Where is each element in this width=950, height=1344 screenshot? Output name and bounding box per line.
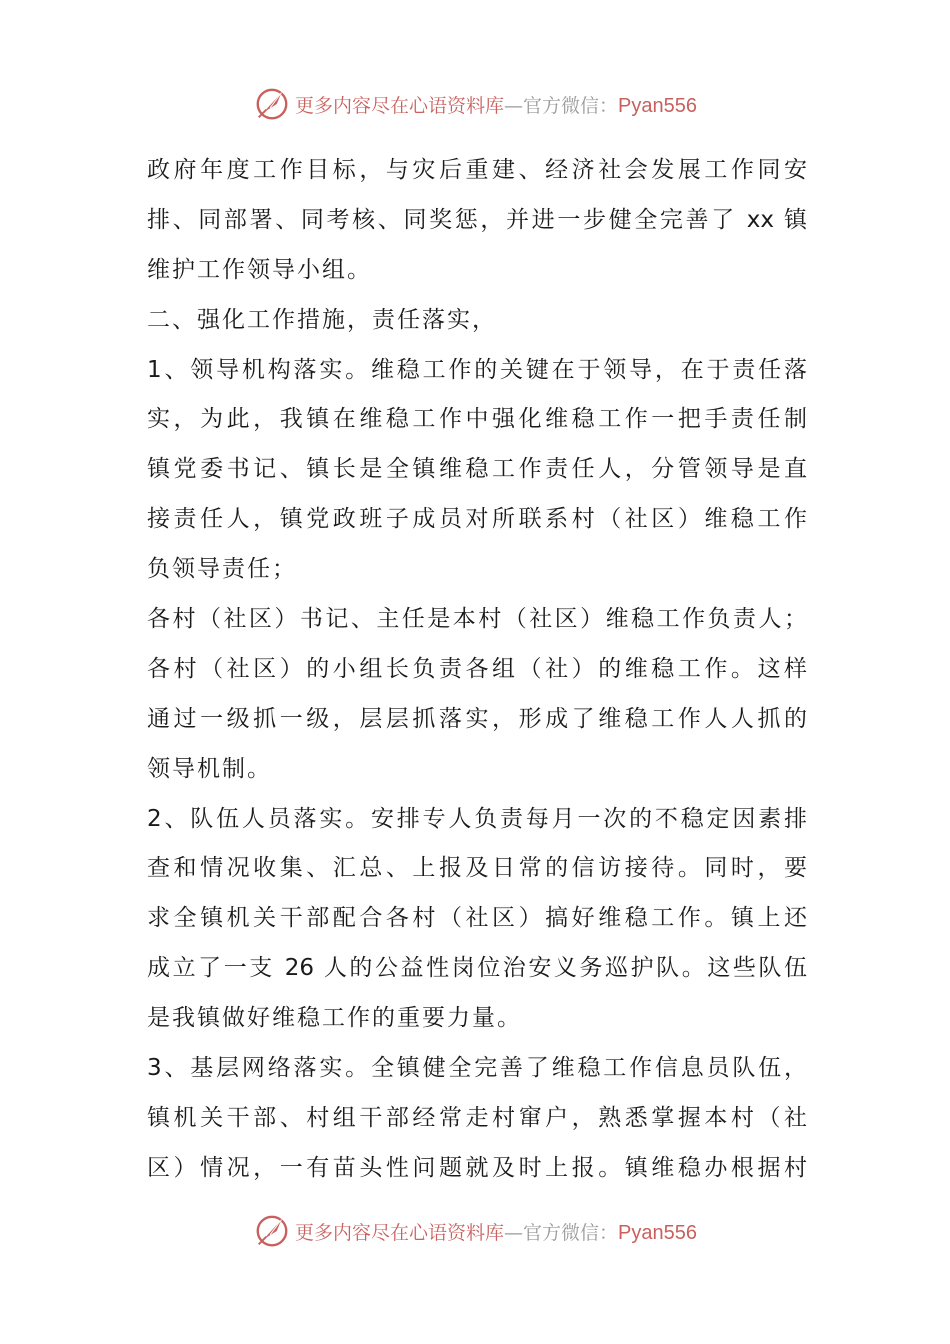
text-line: 排、同部署、同考核、同奖惩，并进一步健全完善了 xx 镇 [147, 206, 807, 233]
text-line: 查和情况收集、汇总、上报及日常的信访接待。同时，要 [147, 855, 807, 882]
text-line: 各村（社区）书记、主任是本村（社区）维稳工作负责人； [147, 606, 807, 633]
text-line: 求全镇机关干部配合各村（社区）搞好维稳工作。镇上还 [147, 905, 807, 932]
text-line: 维护工作领导小组。 [147, 256, 372, 283]
text-line: 镇党委书记、镇长是全镇维稳工作责任人，分管领导是直 [147, 456, 807, 483]
text-line: 实，为此，我镇在维稳工作中强化维稳工作一把手责任制 [147, 406, 807, 433]
watermark-label: 官方微信： [523, 94, 619, 117]
watermark-text [295, 91, 697, 118]
text-line: 是我镇做好维稳工作的重要力量。 [147, 1005, 522, 1032]
text-line: 政府年度工作目标，与灾后重建、经济社会发展工作同安 [147, 157, 807, 183]
header-watermark [0, 84, 950, 124]
watermark-site-text: 更多内容尽在心语资料库 [295, 94, 505, 117]
watermark-site-text: 更多内容尽在心语资料库 [295, 1221, 505, 1244]
document-body [147, 146, 807, 1194]
text-line: 区）情况，一有苗头性问题就及时上报。镇维稳办根据村 [147, 1154, 807, 1181]
text-line: 二、强化工作措施，责任落实， [147, 306, 497, 333]
footer-watermark [0, 1211, 950, 1251]
quill-logo-icon [253, 1212, 291, 1250]
watermark-separator: — [504, 1221, 524, 1244]
text-line: 2、队伍人员落实。安排专人负责每月一次的不稳定因素排 [147, 805, 807, 832]
text-line: 镇机关干部、村组干部经常走村窜户，熟悉掌握本村（社 [147, 1104, 807, 1131]
text-line: 接责任人，镇党政班子成员对所联系村（社区）维稳工作 [147, 506, 807, 533]
quill-logo-icon [253, 85, 291, 123]
text-line: 1、领导机构落实。维稳工作的关键在于领导，在于责任落 [147, 356, 807, 383]
text-line: 3、基层网络落实。全镇健全完善了维稳工作信息员队伍， [147, 1055, 807, 1082]
text-line: 成立了一支 26 人的公益性岗位治安义务巡护队。这些队伍 [147, 955, 807, 982]
watermark-label: 官方微信： [523, 1221, 619, 1244]
text-line: 负领导责任； [147, 556, 297, 583]
text-line: 领导机制。 [147, 755, 272, 782]
watermark-wechat-id: Pyan556 [618, 1221, 697, 1244]
text-line: 各村（社区）的小组长负责各组（社）的维稳工作。这样 [147, 655, 807, 682]
text-line: 通过一级抓一级，层层抓落实，形成了维稳工作人人抓的 [147, 705, 807, 732]
watermark-separator: — [504, 94, 524, 117]
watermark-text [295, 1218, 697, 1245]
watermark-wechat-id: Pyan556 [618, 94, 697, 117]
